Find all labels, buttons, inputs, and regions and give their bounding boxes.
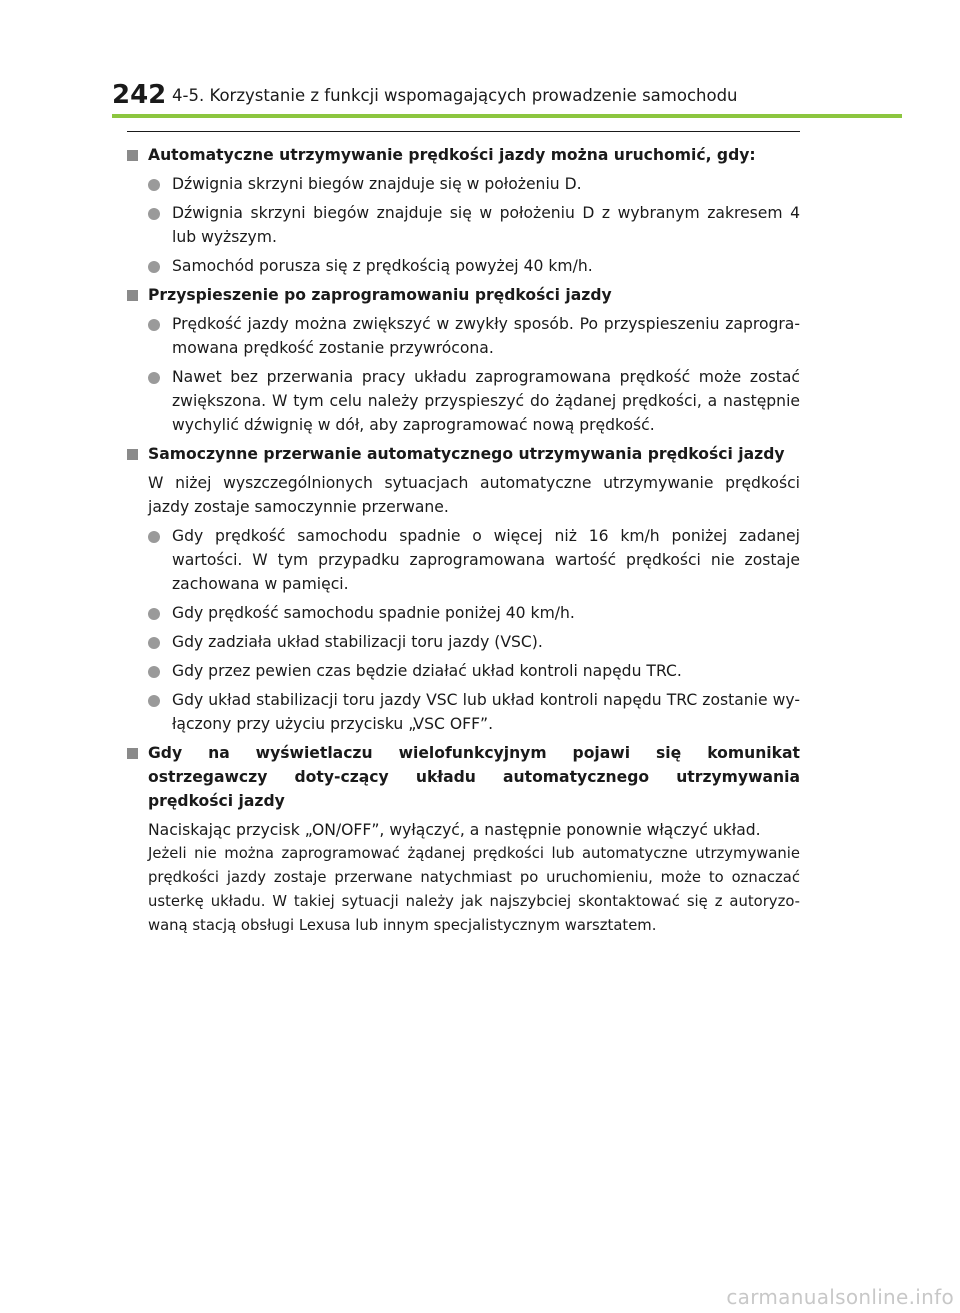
list-item-text: Prędkość jazdy można zwiększyć w zwykły sposób. Po przyspieszeniu zaprogra-mowana prędkość zostanie przywrócona. <box>172 315 800 357</box>
circle-bullet-icon <box>148 608 160 620</box>
list-item <box>127 630 800 654</box>
list-item <box>127 172 800 196</box>
heading-text: Samoczynne przerwanie automatycznego utrzymywania prędkości jazdy <box>148 445 785 463</box>
square-bullet-icon <box>127 150 138 161</box>
list-item-text: Gdy zadziała układ stabilizacji toru jazdy (VSC). <box>172 633 543 651</box>
page-header <box>0 0 960 122</box>
header-divider-green <box>112 114 902 118</box>
section-heading <box>127 143 800 167</box>
footer-watermark[interactable]: carmanualsonline.info <box>726 1285 954 1309</box>
list-item-text: Gdy przez pewien czas będzie działać układ kontroli napędu TRC. <box>172 662 682 680</box>
list-item <box>127 312 800 360</box>
list-item-text: Nawet bez przerwania pracy układu zaprogramowana prędkość może zostać zwiększona. W tym celu należy przyspieszyć do żądanej prędkości, a następnie wychylić dźwignię w dół, aby zaprogramować nową prędkość. <box>172 368 800 434</box>
heading-text: Przyspieszenie po zaprogramowaniu prędkości jazdy <box>148 286 612 304</box>
list-item <box>127 365 800 437</box>
list-item-text: Gdy prędkość samochodu spadnie o więcej niż 16 km/h poniżej zadanej wartości. W tym przypadku zaprogramowana wartość prędkości nie zostaje zachowana w pamięci. <box>172 527 800 593</box>
list-item <box>127 659 800 683</box>
list-item <box>127 254 800 278</box>
circle-bullet-icon <box>148 179 160 191</box>
list-item-text: Dźwignia skrzyni biegów znajduje się w położeniu D. <box>172 175 582 193</box>
square-bullet-icon <box>127 449 138 460</box>
section-heading <box>127 741 800 813</box>
circle-bullet-icon <box>148 208 160 220</box>
list-item <box>127 201 800 249</box>
page-content <box>127 143 800 938</box>
section-heading <box>127 442 800 466</box>
circle-bullet-icon <box>148 695 160 707</box>
square-bullet-icon <box>127 290 138 301</box>
circle-bullet-icon <box>148 372 160 384</box>
square-bullet-icon <box>127 748 138 759</box>
heading-text: Gdy na wyświetlaczu wielofunkcyjnym pojawi się komunikat ostrzegawczy doty-czący układu automatycznego utrzymywania prędkości jazdy <box>148 744 800 810</box>
section-heading <box>127 283 800 307</box>
list-item <box>127 601 800 625</box>
paragraph: Jeżeli nie można zaprogramować żądanej prędkości lub automatyczne utrzymywanie prędkości jazdy zostaje przerwane natychmiast po uruchomieniu, może to oznaczać usterkę układu. W takiej sytuacji należy jak najszybciej skontaktować się z autoryzo-waną stacją obsługi Lexusa lub innym specjalistycznym warsztatem. <box>148 845 800 934</box>
list-item-text: Gdy prędkość samochodu spadnie poniżej 40 km/h. <box>172 604 575 622</box>
section-title: 4-5. Korzystanie z funkcji wspomagających prowadzenie samochodu <box>172 86 738 105</box>
paragraph: Naciskając przycisk „ON/OFF”, wyłączyć, a następnie ponownie włączyć układ. <box>148 821 761 839</box>
page-number: 242 <box>112 80 167 110</box>
list-item-text: Gdy układ stabilizacji toru jazdy VSC lub układ kontroli napędu TRC zostanie wy-łączony przy użyciu przycisku „VSC OFF”. <box>172 691 800 733</box>
list-item-text: Samochód porusza się z prędkością powyżej 40 km/h. <box>172 257 593 275</box>
circle-bullet-icon <box>148 666 160 678</box>
paragraph: W niżej wyszczególnionych sytuacjach automatyczne utrzymywanie prędkości jazdy zostaje samoczynnie przerwane. <box>148 474 800 516</box>
list-item-text: Dźwignia skrzyni biegów znajduje się w położeniu D z wybranym zakresem 4 lub wyższym. <box>172 204 800 246</box>
heading-text: Automatyczne utrzymywanie prędkości jazdy można uruchomić, gdy: <box>148 146 756 164</box>
circle-bullet-icon <box>148 531 160 543</box>
circle-bullet-icon <box>148 261 160 273</box>
circle-bullet-icon <box>148 319 160 331</box>
list-item <box>127 688 800 736</box>
header-divider-thin <box>127 131 800 132</box>
list-item <box>127 524 800 596</box>
circle-bullet-icon <box>148 637 160 649</box>
